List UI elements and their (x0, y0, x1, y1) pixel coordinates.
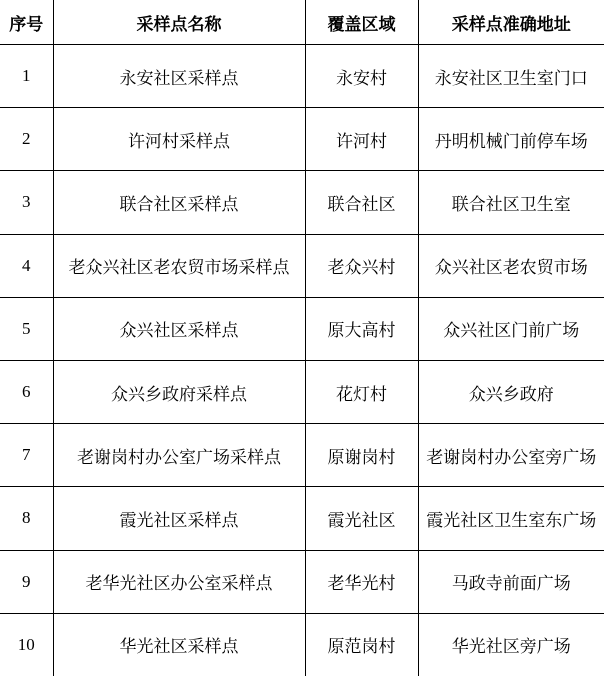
col-header-site-name: 采样点名称 (53, 0, 305, 45)
cell-site-name: 霞光社区采样点 (53, 487, 305, 550)
cell-address: 众兴社区门前广场 (418, 297, 604, 360)
cell-serial: 6 (0, 360, 53, 423)
cell-coverage-area: 老众兴村 (305, 234, 418, 297)
cell-serial: 10 (0, 613, 53, 676)
cell-serial: 3 (0, 171, 53, 234)
table-row (0, 613, 604, 676)
table-row (0, 171, 604, 234)
cell-address: 丹明机械门前停车场 (418, 108, 604, 171)
cell-address: 华光社区旁广场 (418, 613, 604, 676)
cell-address: 老谢岗村办公室旁广场 (418, 424, 604, 487)
cell-site-name: 老谢岗村办公室广场采样点 (53, 424, 305, 487)
cell-site-name: 永安社区采样点 (53, 45, 305, 108)
cell-address: 永安社区卫生室门口 (418, 45, 604, 108)
cell-coverage-area: 联合社区 (305, 171, 418, 234)
cell-serial: 5 (0, 297, 53, 360)
header-row (0, 0, 604, 45)
cell-site-name: 华光社区采样点 (53, 613, 305, 676)
table-row (0, 108, 604, 171)
cell-coverage-area: 原范岗村 (305, 613, 418, 676)
cell-site-name: 众兴社区采样点 (53, 297, 305, 360)
col-header-address: 采样点准确地址 (418, 0, 604, 45)
cell-coverage-area: 花灯村 (305, 360, 418, 423)
table-row (0, 234, 604, 297)
cell-site-name: 老众兴社区老农贸市场采样点 (53, 234, 305, 297)
table-row (0, 297, 604, 360)
table-row (0, 487, 604, 550)
cell-site-name: 众兴乡政府采样点 (53, 360, 305, 423)
col-header-coverage-area: 覆盖区域 (305, 0, 418, 45)
cell-site-name: 许河村采样点 (53, 108, 305, 171)
table-header-row (0, 0, 604, 45)
cell-coverage-area: 霞光社区 (305, 487, 418, 550)
cell-serial: 9 (0, 550, 53, 613)
table-row (0, 360, 604, 423)
col-header-serial: 序号 (0, 0, 53, 45)
cell-address: 众兴社区老农贸市场 (418, 234, 604, 297)
cell-serial: 1 (0, 45, 53, 108)
cell-serial: 8 (0, 487, 53, 550)
cell-coverage-area: 老华光村 (305, 550, 418, 613)
table-row (0, 550, 604, 613)
cell-coverage-area: 永安村 (305, 45, 418, 108)
cell-coverage-area: 许河村 (305, 108, 418, 171)
cell-address: 众兴乡政府 (418, 360, 604, 423)
cell-address: 联合社区卫生室 (418, 171, 604, 234)
table-row (0, 45, 604, 108)
cell-site-name: 老华光社区办公室采样点 (53, 550, 305, 613)
cell-serial: 4 (0, 234, 53, 297)
cell-serial: 7 (0, 424, 53, 487)
cell-coverage-area: 原谢岗村 (305, 424, 418, 487)
cell-address: 马政寺前面广场 (418, 550, 604, 613)
table-row (0, 424, 604, 487)
cell-site-name: 联合社区采样点 (53, 171, 305, 234)
cell-coverage-area: 原大高村 (305, 297, 418, 360)
cell-serial: 2 (0, 108, 53, 171)
cell-address: 霞光社区卫生室东广场 (418, 487, 604, 550)
